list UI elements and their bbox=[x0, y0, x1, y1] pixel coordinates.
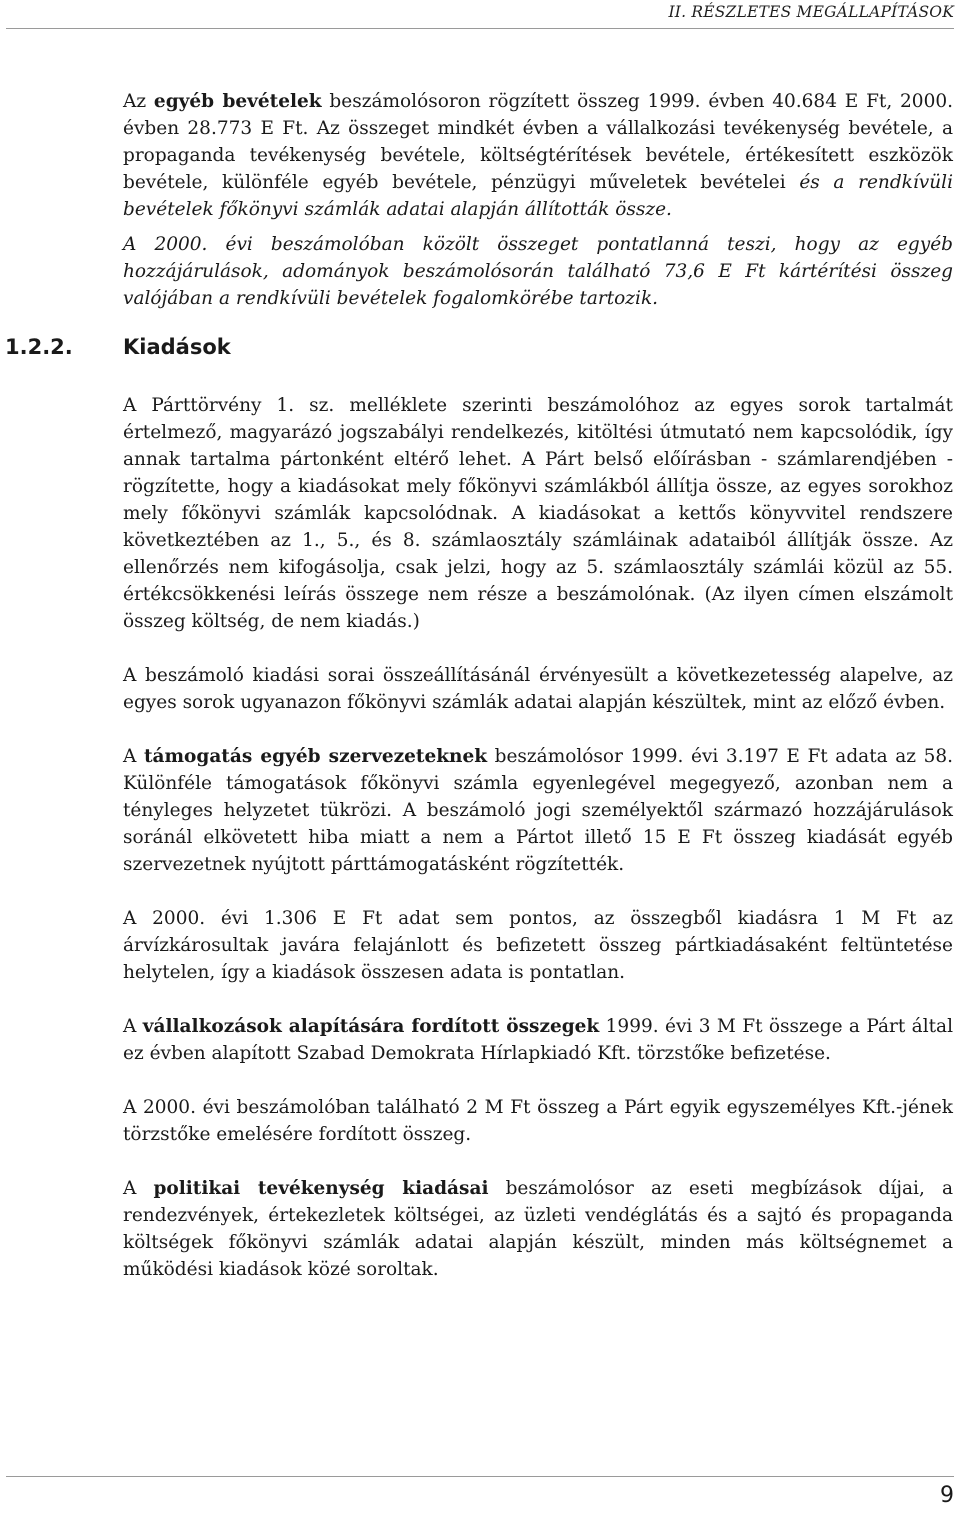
header-rule bbox=[6, 28, 954, 29]
paragraph-support-other-orgs bbox=[123, 743, 953, 878]
paragraph-party-law: A Párttörvény 1. sz. melléklete szerinti beszámolóhoz az egyes sorok tartalmát értelmező, magyarázó jogszabályi rendelkezés, kitöltési útmutató nem kapcsolódik, így annak tartalma pártonként eltérő lehet. A Párt belső előírásban - számlarendjében - rögzítette, hogy a kiadásokat mely főkönyvi számlákból állítja össze, az egyes sorokhoz mely főkönyvi számlák kapcsolódnak. A kiadásokat a kettős könyvvitel rendszere következtében az 1., 5., és 8. számlaosztály számláinak adataiból állítják össze. Az ellenőrzés nem kifogásolja, csak jelzi, hogy az 5. számlaosztály számlái közül az 55. értékcsökkenési leírás összege nem része a beszámolónak. (Az ilyen címen elszámolt összeg költség, de nem kiadás.) bbox=[123, 395, 953, 632]
emphasis-support-other-orgs: támogatás egyéb szervezeteknek bbox=[143, 746, 488, 767]
text-run: Az bbox=[123, 91, 154, 112]
section-heading bbox=[0, 335, 960, 365]
running-title: II. RÉSZLETES MEGÁLLAPÍTÁSOK bbox=[668, 3, 954, 21]
section-number: 1.2.2. bbox=[5, 335, 73, 359]
section-expenses bbox=[123, 392, 953, 1283]
text-run: A bbox=[123, 746, 144, 767]
page-header bbox=[0, 0, 960, 30]
text-run: A bbox=[123, 1178, 154, 1199]
text-run-italic: és a rendkívüli bevételek főkönyvi számlák adatai alapján állították össze. bbox=[123, 172, 954, 220]
paragraph-other-income bbox=[123, 88, 953, 223]
paragraph-inaccuracy-note: A 2000. évi beszámolóban közölt összeget pontatlanná teszi, hogy az egyéb hozzájárulások, adományok beszámolósorán található 73,6 E Ft kártérítési összeg valójában a rendkívüli bevételek fogalomkörébe tartozik. bbox=[123, 234, 953, 309]
page-number: 9 bbox=[940, 1483, 954, 1508]
text-run: A bbox=[123, 1016, 143, 1037]
emphasis-other-income: egyéb bevételek bbox=[153, 91, 322, 112]
text-run: beszámolósor az eseti megbízások díjai, a rendezvények, értekezletek költségei, az üzleti vendéglátás és a sajtó és propaganda költségek főkönyvi számlák adatai alapján készült, minden más költségnemet a működési kiadások közé soroltak. bbox=[123, 1178, 953, 1280]
emphasis-company-founding: vállalkozások alapítására fordított összegek bbox=[142, 1016, 600, 1037]
section-title: Kiadások bbox=[123, 335, 231, 359]
text-run: 1999. évi 3 M Ft összege a Párt által ez évben alapított Szabad Demokrata Hírlapkiadó Kft. törzstőke befizetése. bbox=[123, 1016, 953, 1064]
section-income bbox=[123, 88, 953, 312]
text-run: beszámolósoron rögzített összeg 1999. évben 40.684 E Ft, 2000. évben 28.773 E Ft. Az összeget mindkét évben a vállalkozási tevékenység bevétele, a propaganda tevékenység bevétele, költségtérítések bevétele, értékesített eszközök bevétele, különféle egyéb bevétele, pénzügyi műveletek bevételei bbox=[123, 91, 953, 193]
emphasis-political-activity: politikai tevékenység kiadásai bbox=[153, 1178, 489, 1199]
text-run: beszámolósor 1999. évi 3.197 E Ft adata az 58. Különféle támogatások főkönyvi számla egyenlegével megegyező, azonban nem a tényleges helyzetet tükrözi. A beszámoló jogi személyektől származó hozzájárulások soránál elkövetett hiba miatt a nem a Pártot illető 15 E Ft összeg kiadását egyéb szervezetnek nyújtott párttámogatásként rögzítették. bbox=[123, 746, 953, 875]
paragraph-political-activity bbox=[123, 1175, 953, 1283]
paragraph-consistency: A beszámoló kiadási sorai összeállításánál érvényesült a következetesség alapelve, az egyes sorok ugyanazon főkönyvi számlák adatai alapján készültek, mint az előző évben. bbox=[123, 665, 953, 713]
paragraph-2000-data: A 2000. évi 1.306 E Ft adat sem pontos, az összegből kiadásra 1 M Ft az árvízkárosultak javára felajánlott és befizetett összeg pártkiadásaként feltüntetése helytelen, így a kiadások összesen adata is pontatlan. bbox=[123, 908, 953, 983]
footer-rule bbox=[6, 1476, 954, 1477]
paragraph-capital-increase: A 2000. évi beszámolóban található 2 M Ft összeg a Párt egyik egyszemélyes Kft.-jének törzstőke emelésére fordított összeg. bbox=[123, 1097, 953, 1145]
paragraph-company-founding bbox=[123, 1013, 953, 1067]
